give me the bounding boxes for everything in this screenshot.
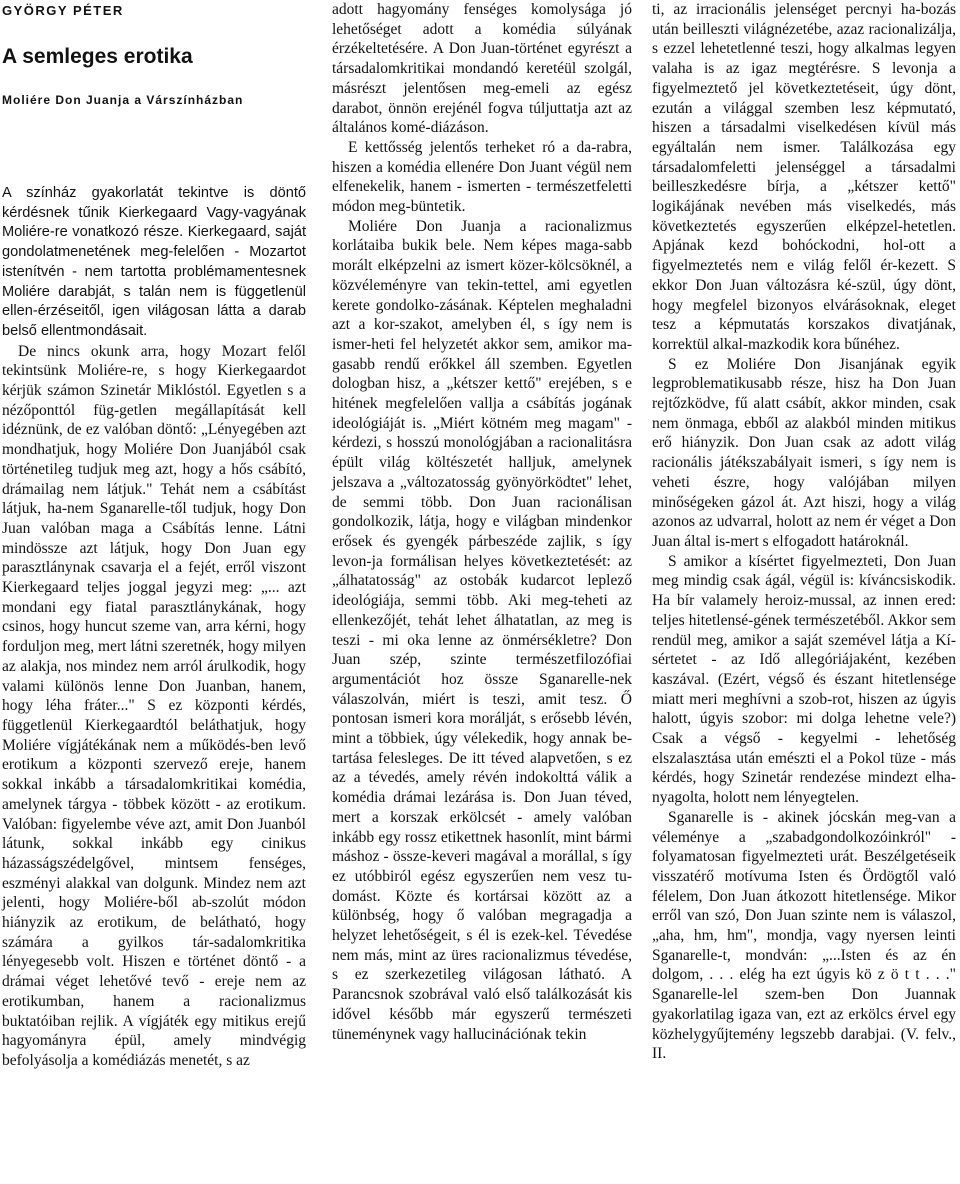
paragraph: E kettősség jelentős terheket ró a da-rabra, hiszen a komédia ellenére Don Juant végül nem elfenekelik, hanem - ismerten - természetfeletti módon meg-büntetik.: [332, 138, 632, 216]
article-title: A semleges erotika: [2, 45, 193, 68]
paragraph: De nincs okunk arra, hogy Mozart felől tekintsünk Moliére-re, s hogy Kierkegaardot kérjük számon Szinetár Miklóstól. Egyetlen s a nézőponttól füg-getlen megállapítását kell idéznünk, de ez valóban döntő: „Lényegében azt mondhatjuk, hogy Moliére Don Juanjából csak történetileg tudjuk meg azt, hogy a hős csábító, drámailag nem látjuk." Tehát nem a csábítást látjuk, ha-nem Sganarelle-től tudjuk, hogy Don Juan valóban maga a Csábítás lenne. Látni mindössze azt látjuk, hogy Don Juan egy parasztlánynak csavarja el a fejét, erről viszont Kierkegaard teljes joggal jegyzi meg: „... azt mondani egy fiatal parasztlánykának, hogy csinos, hogy huncut szeme van, arra kérni, hogy forduljon meg, mert látni szeretnék, hogy milyen az alakja, nos mindez nem arról árulkodik, hogy valami különös lenne Don Juanban, hanem, hogy léha fráter..." S ez központi kérdés, függetlenül Kierkegaardtól beláthatjuk, hogy Moliére vígjátékának nem a működés-ben levő erotikum a központi szervező ereje, hanem sokkal inkább a társadalomkritikai komédia, amelynek tárgya - többek között - az erotikum. Valóban: figyelembe véve azt, amit Don Juanból látunk, sokkal inkább egy cinikus házasságszédelgővel, mintsem fenséges, eszményi alakkal van dolgunk. Mindez nem azt jelenti, hogy Moliére-ből ab-szolút módon hiányzik az erotikum, de belátható, hogy számára a gyilkos tár-sadalomkritika lényegesebb volt. Hiszen e történet döntő - a drámai véget lehetővé tevő - ereje nem az erotikumban, hanem a racionalizmus buktatóiban rejlik. A vígjáték egy mitikus erejű hagyományra épül, amely mindvégig befolyásolja a komédiázás menetét, s az: [2, 342, 306, 1069]
article-subtitle: Moliére Don Juanja a Várszínházban: [2, 93, 244, 107]
column-2-text: [332, 0, 632, 1044]
column-3: [652, 0, 956, 1064]
column-3-text: [652, 0, 956, 1064]
paragraph: Moliére Don Juanja a racionalizmus korlátaiba bukik bele. Nem képes maga-sabb morált elképzelni az ismert közer-kölcsöknél, a közvéleményre van tekin-tettel, ami egyetlen kerete gondolko-zásának. Képtelen meghaladni azt a kor-szakot, amelyben él, s így nem is ismer-heti fel helyzetét akkor sem, amikor ma-gasabb rendű erőkkel áll szemben. Egyetlen dologban hisz, a „kétszer kettő" erejében, s e hitének megfelelően vallja a csábítás jogának ideológiáját is. „Miért kötném meg magam" - kérdezi, s hosszú monológjában a racionalitásra épült világ költészetét halljuk, amelynek jelszava a „változatosság gyönyörködtet" lehet, de semmi több. Don Juan racionálisan gondolkozik, látja, hogy e világban mindenkor erősek és gyengék párbeszéde zajlik, s így levon-ja formálisan helyes következtetését: az „álhatatosság" az ostobák kudarcot leplező ideológiája, semmi több. Aki meg-teheti az ellenkezőjét, tehát lehet álhatatlan, az meg is teszi - mi oka lenne az önmérsékletre? Don Juan szép, szinte természetfilozófiai argumentációt hoz össze Sganarelle-nek válaszolván, miért is teszi, amit tesz. Ő pontosan ismeri kora morálját, s erősebb lévén, mint a többiek, úgy vélekedik, hogy annak be-tartása felesleges. De itt téved alapvetően, s ez az a tévedés, amely révén indokolttá válik a komédia drámai lezárása is. Don Juan téved, mert a korszak erkölcsét - amely valóban inkább egy rossz etikettnek hasonlít, mint bármi máshoz - össze-keveri magával a morállal, s így ez utóbbiról egész egyszerűen nem vesz tu-domást. Közte és kortársai között az a különbség, hogy ő valóban megragadja a helyzet lehetőségeit, s él is ezek-kel. Tévedése nem más, mint az üres racionalizmus tévedése, s ez szerkezetileg világosan látható. A Parancsnok szobrával való első találkozását kis idővel később már egyszerű természeti tüneménynek vagy hallucinációnak tekin: [332, 217, 632, 1043]
column-1-text: [2, 184, 306, 1071]
paragraph: ti, az irracionális jelenséget percnyi ha-bozás után beilleszti világnézetébe, azaz racionalizálja, s ezzel lehetetlenné teszi, hogy alkalmas legyen valaha is az igaz megtérésre. S levonja a figyelmeztető jel következtetéseit, úgy dönt, ezután a világgal szemben lesz képmutató, hiszen a társadalmi viselkedésen kívül más egyáltalán nem ismer. Találkozása egy társadalomfeletti jelenséggel a társadalmi beilleszkedésre bírja, a „kétszer kettő" logikájának nevében más viselkedés, más következtetés egyszerűen elképzel-hetetlen. Apjának kezd bohóckodni, hol-ott a figyelmeztetés nem e világ felől ér-kezett. S ekkor Don Juan változásra ké-szül, úgy dönt, hogy megfelel bizonyos elvárásoknak, eleget tesz a képmutatás korszakos divatjának, korrektül alkal-mazkodik kora bűnéhez.: [652, 1, 956, 353]
column-2: [332, 0, 632, 1044]
paragraph: S amikor a kísértet figyelmezteti, Don Juan meg mindig csak ágál, végül is: kíváncsiskodik. Ha bír valamely heroiz-mussal, az innen ered: teljes hitetlensé-gének természetéből. Akkor sem rendül meg, amikor a saját szemével látja a Kí-sértetet - az Idő allegóriájaként, kezében kaszával. (Ezért, végső és észant hitetlensége miatt meri meghívni a szob-rot, hiszen az úgyis halott, úgyis szobor: mi dolga lehetne vele?) Csak a végső - kegyelmi - lehetőség elszalasztása után emészti el a Pokol tüze - más kérdés, hogy Szinetár rendezése mindezt elha-nyagolta, holott nem lényegtelen.: [652, 552, 956, 807]
column-1: [2, 0, 306, 1071]
paragraph: adott hagyomány fenséges komolysága jó lehetőséget adott a komédia súlyának érzékeltetésére. A Don Juan-történet egyrészt a társadalomkritikai mondandó keretéül szolgál, másrészt jelentősen meg-emeli az egész darabot, önnön erejénél fogva túljuttatja azt az általános komé-diázáson.: [332, 1, 632, 137]
paragraph: S ez Moliére Don Jisanjának egyik legproblematikusabb része, hisz ha Don Juan rejtőzködve, fű alatt csábít, akkor minden, csak nem önmaga, ebből az alakból minden mitikus erő hiányzik. Don Juan csak az adott világ racionális játékszabályait ismeri, s így nem is veheti észre, hogy valójában milyen minőségeken gázol át. Azt hiszi, hogy a világ azonos az udvarral, holott az nem ér véget a Don Juan által is-mert s elfogadott határoknál.: [652, 355, 956, 550]
author-name: GYÖRGY PÉTER: [2, 3, 124, 18]
paragraph: Sganarelle is - akinek jócskán meg-van a véleménye a „szabadgondolkozóinkról" - folyamatosan figyelmezteti urát. Beszélgetéseik visszatérő motívuma Isten és Ördögtől való félelem, Don Juan átkozott hitetlensége. Mikor erről van szó, Don Juan szinte nem is válaszol, „aha, hm, hm", mondja, vagy nyersen leinti Sganarelle-t, mondván: „...Isten és az én dolgom, . . . elég ha ezt úgyis kö z ö t t . . ." Sganarelle-lel szem-ben Don Juannak gyakorlatilag igaza van, ezt az erkölcs érvel egy közhelygyűjtemény legszebb darabjai. (V. felv., II.: [652, 808, 956, 1063]
paragraph: A színház gyakorlatát tekintve is döntő kérdésnek tűnik Kierkegaard Vagy-vagyának Moliére-re vonatkozó része. Kierkegaard, saját gondolatmenetének meg-felelően - Mozartot istenítvén - nem tartotta problémamentesnek Moliére darabját, s talán nem is függetlenül ellen-érzéseitől, igen világosan látta a darab belső ellentmondásait.: [2, 185, 306, 339]
